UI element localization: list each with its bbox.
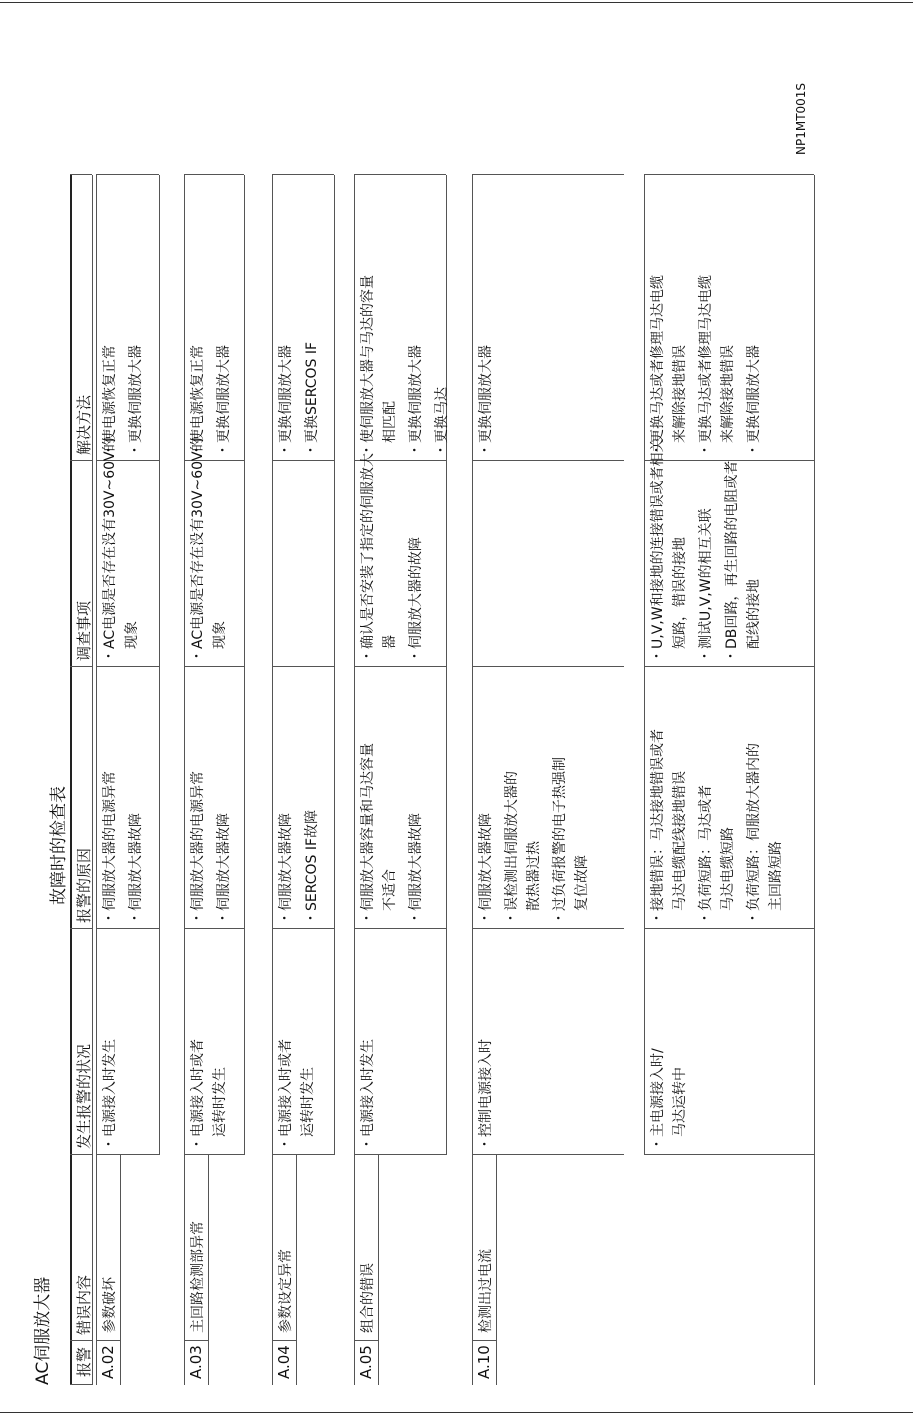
solution-line: ・更换伺服放大器	[278, 345, 294, 457]
check-line: ・确认是否安装了指定的伺服放大	[360, 453, 376, 663]
situation-line: ・控制电源接入时	[478, 1039, 494, 1151]
situation-line: 马达运转中	[672, 1067, 688, 1151]
check-item	[721, 461, 765, 663]
solution-line: 来解除接地错误	[672, 345, 688, 457]
header-solution: 解决方法	[75, 394, 93, 455]
check-line: 现象	[212, 621, 228, 663]
header-error-content: 错误内容	[75, 1274, 93, 1335]
check-item	[357, 453, 401, 663]
check-line: ・DB回路，再生回路的电阻或者	[724, 460, 740, 663]
column-divider	[272, 174, 334, 175]
solution-item	[99, 345, 121, 457]
solution-line: 来解除接地错误	[720, 345, 736, 457]
column-divider	[272, 928, 334, 929]
page-bottom-rule	[0, 1412, 913, 1413]
code-cell-bottom	[120, 1155, 121, 1385]
alarm-code: A.10	[475, 1345, 493, 1379]
row-top-border	[644, 175, 645, 1155]
header-left-border	[70, 1384, 92, 1385]
solution-line: ・使电源恢复正常	[190, 345, 206, 457]
column-divider	[272, 666, 334, 667]
check-line: 短路，错误的接地	[672, 537, 688, 663]
situation-item	[275, 1039, 319, 1151]
column-divider	[472, 666, 624, 667]
row-top-border	[96, 175, 97, 1385]
situation-line: 运转时发生	[212, 1067, 228, 1151]
column-divider	[272, 460, 334, 461]
column-divider	[644, 928, 814, 929]
cause-item	[405, 813, 427, 925]
column-divider	[354, 1154, 446, 1155]
check-item	[695, 508, 717, 663]
row-bottom-border	[446, 175, 447, 1155]
cause-item	[357, 743, 401, 925]
check-line: 器	[382, 635, 398, 663]
cause-line: ・负荷短路：伺服放大器内的	[746, 743, 762, 925]
code-cell-bottom	[296, 1155, 297, 1385]
column-divider	[272, 1154, 334, 1155]
alarm-code: A.02	[99, 1345, 117, 1379]
column-divider	[184, 666, 244, 667]
code-cell-bottom	[208, 1155, 209, 1385]
situation-line: ・电源接入时发生	[360, 1039, 376, 1151]
code-divider	[184, 1340, 208, 1341]
situation-item	[357, 1039, 379, 1151]
check-line: ・伺服放大器的故障	[408, 537, 424, 663]
situation-line: ・电源接入时发生	[102, 1039, 118, 1151]
solution-line: ・更换马达或者修理马达电缆	[650, 275, 666, 457]
check-line: 现象	[124, 621, 140, 663]
solution-line: ・使伺服放大器与马达的容量	[360, 275, 376, 457]
solution-item	[405, 345, 427, 457]
solution-item	[475, 345, 497, 457]
row-top-border	[472, 175, 473, 1385]
column-divider	[96, 1154, 159, 1155]
cause-line: ・伺服放大器的电源异常	[102, 771, 118, 925]
row-top-border	[184, 175, 185, 1385]
column-divider	[96, 928, 159, 929]
cause-line: ・负荷短路：马达或者	[698, 785, 714, 925]
device-title: AC伺服放大器	[33, 1276, 53, 1385]
solution-item	[213, 345, 235, 457]
row-bottom-border	[159, 175, 160, 1155]
cause-line: 马达电缆短路	[720, 827, 736, 925]
row-top-border	[354, 175, 355, 1385]
cause-line: ・伺服放大器故障	[216, 813, 232, 925]
figure-code: NP1MT001S	[794, 82, 808, 155]
column-divider	[472, 928, 624, 929]
check-item	[99, 437, 143, 663]
column-divider	[354, 174, 446, 175]
header-divider	[70, 928, 92, 929]
cause-item	[743, 743, 787, 925]
error-content: 检测出过电流	[478, 1249, 494, 1333]
solution-item	[357, 275, 401, 457]
solution-item	[275, 345, 297, 457]
check-item	[647, 438, 691, 663]
cause-item	[695, 785, 739, 925]
header-divider	[70, 666, 92, 667]
solution-line: ・更换马达或者修理马达电缆	[698, 275, 714, 457]
check-line: ・AC电源是否存在没有30V~60V的	[190, 437, 206, 663]
column-divider	[472, 1154, 624, 1155]
check-line: ・AC电源是否存在没有30V~60V的	[102, 437, 118, 663]
header-bottom-border	[92, 175, 93, 1385]
column-divider	[184, 174, 244, 175]
page-top-rule	[0, 2, 913, 3]
header-divider	[70, 1154, 92, 1155]
column-divider	[354, 928, 446, 929]
column-divider	[644, 666, 814, 667]
header-divider	[70, 174, 92, 175]
solution-line: ・使电源恢复正常	[102, 345, 118, 457]
cause-line: 不适合	[382, 869, 398, 925]
check-item	[187, 437, 231, 663]
situation-item	[99, 1039, 121, 1151]
solution-item	[647, 275, 691, 457]
cause-item	[275, 813, 297, 925]
header-alarm: 报警	[75, 1346, 93, 1377]
check-line: ・测试U,V,W的相互关联	[698, 508, 714, 663]
row-top-border	[272, 175, 273, 1385]
solution-line: ・更换SERCOS IF	[304, 341, 320, 457]
cause-item	[647, 729, 691, 925]
solution-line: ・更换伺服放大器	[478, 345, 494, 457]
solution-item	[743, 345, 765, 457]
solution-line: ・更换伺服放大器	[216, 345, 232, 457]
row-bottom-border	[244, 175, 245, 1155]
error-content: 组合的错误	[360, 1263, 376, 1333]
row-bottom-border	[334, 175, 335, 1155]
code-cell-bottom	[496, 1155, 497, 1385]
cause-item	[501, 771, 545, 925]
code-cell-bottom	[378, 1155, 379, 1385]
solution-line: ・更换伺服放大器	[408, 345, 424, 457]
situation-item	[475, 1039, 497, 1151]
cause-item	[549, 757, 593, 925]
header-top-border	[70, 175, 72, 1385]
row-bottom-border	[814, 175, 815, 1385]
situation-line: ・主电源接入时/	[650, 1048, 666, 1151]
cause-line: 散热器过热	[526, 841, 542, 925]
column-divider	[472, 460, 624, 461]
code-divider	[472, 1340, 496, 1341]
header-cause: 报警的原因	[75, 847, 93, 923]
situation-line: ・电源接入时或者	[278, 1039, 294, 1151]
cause-item	[99, 771, 121, 925]
header-divider	[70, 1340, 92, 1341]
error-content: 主回路检测部异常	[190, 1221, 206, 1333]
cause-item	[213, 813, 235, 925]
cause-item	[301, 810, 323, 925]
solution-item	[695, 275, 739, 457]
column-divider	[184, 928, 244, 929]
column-divider	[184, 1154, 244, 1155]
column-divider	[472, 174, 624, 175]
cause-line: ・伺服放大器故障	[478, 813, 494, 925]
cause-item	[187, 771, 209, 925]
situation-item	[647, 1048, 691, 1151]
table-title: 故障时的检查表	[49, 786, 69, 905]
cause-line: 马达电缆配线接地错误	[672, 771, 688, 925]
error-content: 参数设定异常	[278, 1249, 294, 1333]
check-line: 配线的接地	[746, 579, 762, 663]
cause-line: ・伺服放大器故障	[278, 813, 294, 925]
solution-line: ・更换伺服放大器	[128, 345, 144, 457]
solution-item	[187, 345, 209, 457]
cause-line: ・SERCOS IF故障	[304, 809, 320, 925]
solution-item	[431, 387, 453, 457]
cause-line: ・伺服放大器故障	[408, 813, 424, 925]
cause-line: ・过负荷报警的电子热强制	[552, 757, 568, 925]
column-divider	[96, 666, 159, 667]
code-divider	[272, 1340, 296, 1341]
header-situation: 发生报警的状况	[75, 1043, 93, 1149]
cause-line: 主回路短路	[768, 841, 784, 925]
cause-line: ・接地错误：马达接地错误或者	[650, 729, 666, 925]
situation-line: ・电源接入时或者	[190, 1039, 206, 1151]
check-item	[405, 537, 427, 663]
alarm-code: A.03	[187, 1345, 205, 1379]
error-content: 参数破坏	[102, 1277, 118, 1333]
solution-item	[125, 345, 147, 457]
solution-item	[301, 342, 323, 457]
cause-item	[475, 813, 497, 925]
code-divider	[354, 1340, 378, 1341]
solution-line: 相匹配	[382, 401, 398, 457]
cause-line: ・伺服放大器故障	[128, 813, 144, 925]
column-divider	[354, 666, 446, 667]
column-divider	[644, 174, 814, 175]
code-divider	[96, 1340, 120, 1341]
column-divider	[644, 1154, 814, 1155]
solution-line: ・更换马达	[434, 387, 450, 457]
check-line: ・U,V,W和接地的连接错误或者相关	[650, 438, 666, 663]
cause-line: ・伺服放大器容量和马达容量	[360, 743, 376, 925]
column-divider	[96, 174, 159, 175]
solution-line: ・更换伺服放大器	[746, 345, 762, 457]
cause-line: 复位故障	[574, 855, 590, 925]
header-divider	[70, 460, 92, 461]
rotated-table-page	[24, 82, 884, 1385]
alarm-code: A.04	[275, 1345, 293, 1379]
cause-line: ・误检测出伺服放大器的	[504, 771, 520, 925]
cause-item	[125, 813, 147, 925]
situation-line: 运转时发生	[300, 1067, 316, 1151]
situation-item	[187, 1039, 231, 1151]
cause-line: ・伺服放大器的电源异常	[190, 771, 206, 925]
header-check: 调查事项	[75, 600, 93, 661]
alarm-code: A.05	[357, 1345, 375, 1379]
